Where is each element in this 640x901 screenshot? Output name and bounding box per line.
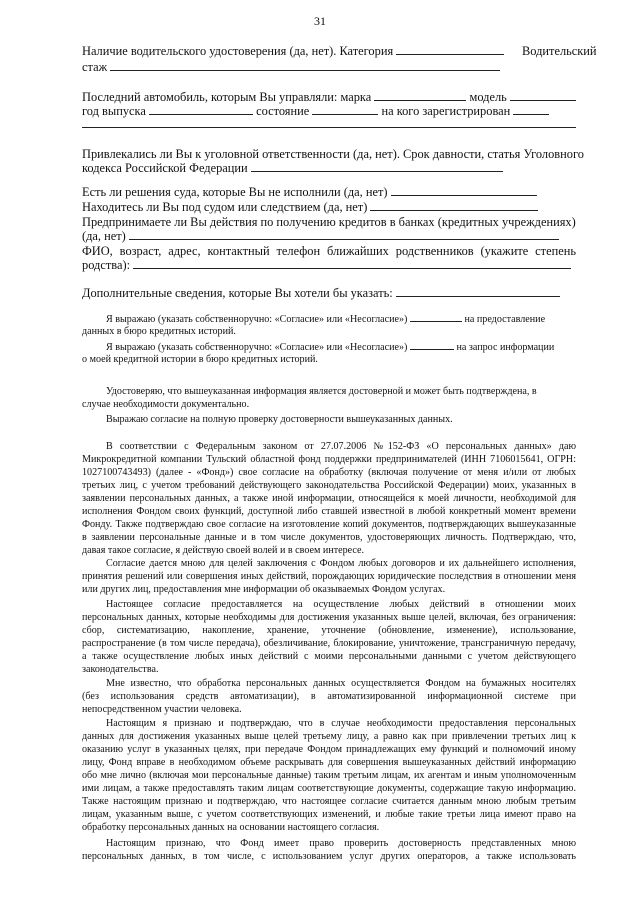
consent-text-line: персональных данных, в том числе, с использованием услуг других операторов, а также использовать — [82, 851, 576, 862]
consent-credit-bureau — [106, 313, 545, 325]
car-brand-blank[interactable] — [374, 90, 466, 101]
consent-text-line: Мне известно, что обработка персональных данных осуществляется Фондом на бумажных носителях — [106, 678, 576, 689]
credit-line — [82, 229, 559, 244]
consent-1-blank[interactable] — [410, 313, 462, 322]
consent-2-label: Я выражаю (указать собственноручно: «Согласие» или «Несогласие») — [106, 342, 408, 353]
consent-text-line: обо мне лично (включая мои персональные данные) таким третьим лицам, их агентам и иным уполномоченным — [82, 770, 576, 781]
consent-text-line: Фонду. Также подтверждаю свое согласие на изготовление копий документов, подтверждающих вышеуказанные — [82, 519, 576, 530]
consent-text-line: обработку персональных данных на основании настоящего согласия. — [82, 822, 380, 833]
consent-text-line: принятия решений или совершения иных действий, порождающих юридические последствия в отношении меня — [82, 571, 576, 582]
relatives-blank[interactable] — [133, 258, 571, 269]
consent-text-line: ими лицам, а также предоставлять таким лицам соответствующие документы, содержащие такую информацию. — [82, 783, 576, 794]
car-details-line — [82, 104, 549, 119]
criminal-line — [82, 161, 503, 176]
category-blank[interactable] — [396, 44, 504, 55]
relatives-label: родства): — [82, 258, 131, 272]
consent-text-line: данных для достижения указанных выше целей третьему лицу, а равно как при привлечении третьих лиц к — [82, 731, 576, 742]
consent-text-line: лицам, указанным выше, с учетом соответствующих изменений, и любые такие третьи лица имеют право на — [82, 809, 576, 820]
consent-text-line: в заявлении персональные данные и в том числе документов, удостоверяющих личность. Подтверждаю, что, — [82, 532, 576, 543]
certify-line-2: случае необходимости документально. — [82, 399, 250, 410]
credit-blank[interactable] — [129, 229, 559, 240]
consent-text-line: Согласие дается мною для целей заключения с Фондом любых договоров и их дальнейшего исполнения, — [106, 558, 576, 569]
court-blank[interactable] — [391, 185, 537, 196]
consent-1-purpose: на предоставление — [464, 314, 546, 325]
consent-text-line: давая такое согласие, я действую своей волей и в своем интересе. — [82, 545, 364, 556]
car-year-blank[interactable] — [149, 104, 253, 115]
consent-text-line: Настоящим признаю, что Фонд имеет право проверить достоверность представленных мною — [106, 838, 576, 849]
car-model-blank[interactable] — [510, 90, 576, 101]
license-question — [82, 44, 504, 59]
criminal-question: Привлекались ли Вы к уголовной ответственности (да, нет). Срок давности, статья Уголовного — [82, 147, 584, 161]
consent-text-line: или других лиц, предоставления мне информации об оказываемых Фондом услугах. — [82, 584, 446, 595]
investigation-label: Находитесь ли Вы под судом или следствием (да, нет) — [82, 200, 368, 214]
car-brand-label: Последний автомобиль, которым Вы управляли: марка — [82, 90, 372, 104]
credit-question: Предпринимаете ли Вы действия по получению кредитов в банках (кредитных учреждениях) — [82, 215, 576, 229]
consent-1-label: Я выражаю (указать собственноручно: «Согласие» или «Несогласие») — [106, 314, 408, 325]
consent-text-line: Настоящее согласие предоставляется на осуществление любых действий в отношении моих — [106, 599, 576, 610]
car-question — [82, 90, 576, 105]
consent-text-line: заявлении персональных данных, а также иной информации, относящейся к моей личности, необходимой для — [82, 493, 576, 504]
consent-text-line: персональных данных, которые необходимы для достижения указанных выше целей, включая, без ограничения: — [82, 612, 576, 623]
consent-1-line-2: данных в бюро кредитных историй. — [82, 326, 236, 337]
experience-label: Водительский — [522, 44, 597, 58]
relatives-line — [82, 258, 571, 273]
consent-text-line: сбор, систематизацию, накопление, хранение, уточнение (обновление, изменение), использование, — [82, 625, 576, 636]
consent-2-line-2: о моей кредитной истории в бюро кредитных историй. — [82, 354, 318, 365]
page-number: 31 — [314, 14, 326, 28]
consent-text-line: исполнения Фондом своих функций, доступной либо ставшей известной в любой конкретный момент времени — [82, 506, 576, 517]
experience-label-2: стаж — [82, 60, 108, 74]
car-year-label: год выпуска — [82, 104, 146, 118]
credit-label: (да, нет) — [82, 229, 126, 243]
experience-blank[interactable] — [110, 60, 500, 71]
consent-text-line: Настоящим я признаю и подтверждаю, что в случае необходимости предоставления персональных — [106, 718, 576, 729]
car-state-label: состояние — [256, 104, 310, 118]
consent-2-purpose: на запрос информации — [456, 342, 555, 353]
additional-question — [82, 286, 560, 301]
certify-line-3: Выражаю согласие на полную проверку достоверности вышеуказанных данных. — [106, 414, 453, 425]
consent-2-blank[interactable] — [410, 341, 454, 350]
consent-text-line: оказанию услуг в указанных целях, при передаче Фондом принадлежащих ему функций и полномочий иному — [82, 744, 576, 755]
consent-text-line: лицу, Фонд вправе в необходимом объеме раскрывать для совершения вышеуказанных действий информацию — [82, 757, 576, 768]
court-label: Есть ли решения суда, которые Вы не исполнили (да, нет) — [82, 185, 388, 199]
consent-text-line: распространение (в том числе передача), обезличивание, блокирование, уничтожение, трансграничную передачу, — [82, 638, 576, 649]
consent-text-line: непосредственном участии человека. — [82, 704, 242, 715]
additional-blank[interactable] — [396, 286, 560, 297]
car-owner-blank[interactable] — [513, 104, 549, 115]
investigation-question — [82, 200, 538, 215]
consent-text-line: Микрокредитной компании Тульский областной фонд поддержки предпринимателей (ИНН 7106015641, ОГРН: — [82, 454, 576, 465]
certify-line-1: Удостоверяю, что вышеуказанная информация является достоверной и может быть подтверждена, в — [106, 386, 537, 397]
consent-text-line: (без использования средств автоматизации), в автоматизированной информационной системе при — [82, 691, 576, 702]
car-model-label: модель — [469, 90, 507, 104]
consent-text-line: законодательства. — [82, 664, 159, 675]
experience-line — [82, 60, 500, 75]
consent-text-line: Также настоящим признаю и подтверждаю, что настоящее согласие считается данным мною любым третьим — [82, 796, 576, 807]
license-label: Наличие водительского удостоверения (да, нет). Категория — [82, 44, 394, 58]
car-state-blank[interactable] — [312, 104, 378, 115]
consent-text-line: 1027100743493) (далее - «Фонд») свое согласие на обработку (включая получение от меня и/или от любых — [82, 467, 576, 478]
relatives-question: ФИО, возраст, адрес, контактный телефон ближайших родственников (укажите степень — [82, 244, 576, 258]
consent-text-line: а также осуществление любых иных действий с моими персональными данными с учетом действующего — [82, 651, 576, 662]
additional-label: Дополнительные сведения, которые Вы хотели бы указать: — [82, 286, 393, 300]
consent-text-line: В соответствии с Федеральным законом от 27.07.2006 №152-ФЗ «О персональных данных» даю — [106, 441, 576, 452]
car-owner-label: на кого зарегистрирован — [381, 104, 511, 118]
court-question — [82, 185, 537, 200]
blank-line[interactable] — [82, 127, 576, 128]
criminal-blank[interactable] — [251, 161, 503, 172]
criminal-code-label: кодекса Российской Федерации — [82, 161, 248, 175]
consent-text-line: третьих лиц, с учетом требований действующего законодательства Российской Федерации) моих, указанных в — [82, 480, 576, 491]
consent-credit-history — [106, 341, 554, 353]
investigation-blank[interactable] — [370, 200, 538, 211]
